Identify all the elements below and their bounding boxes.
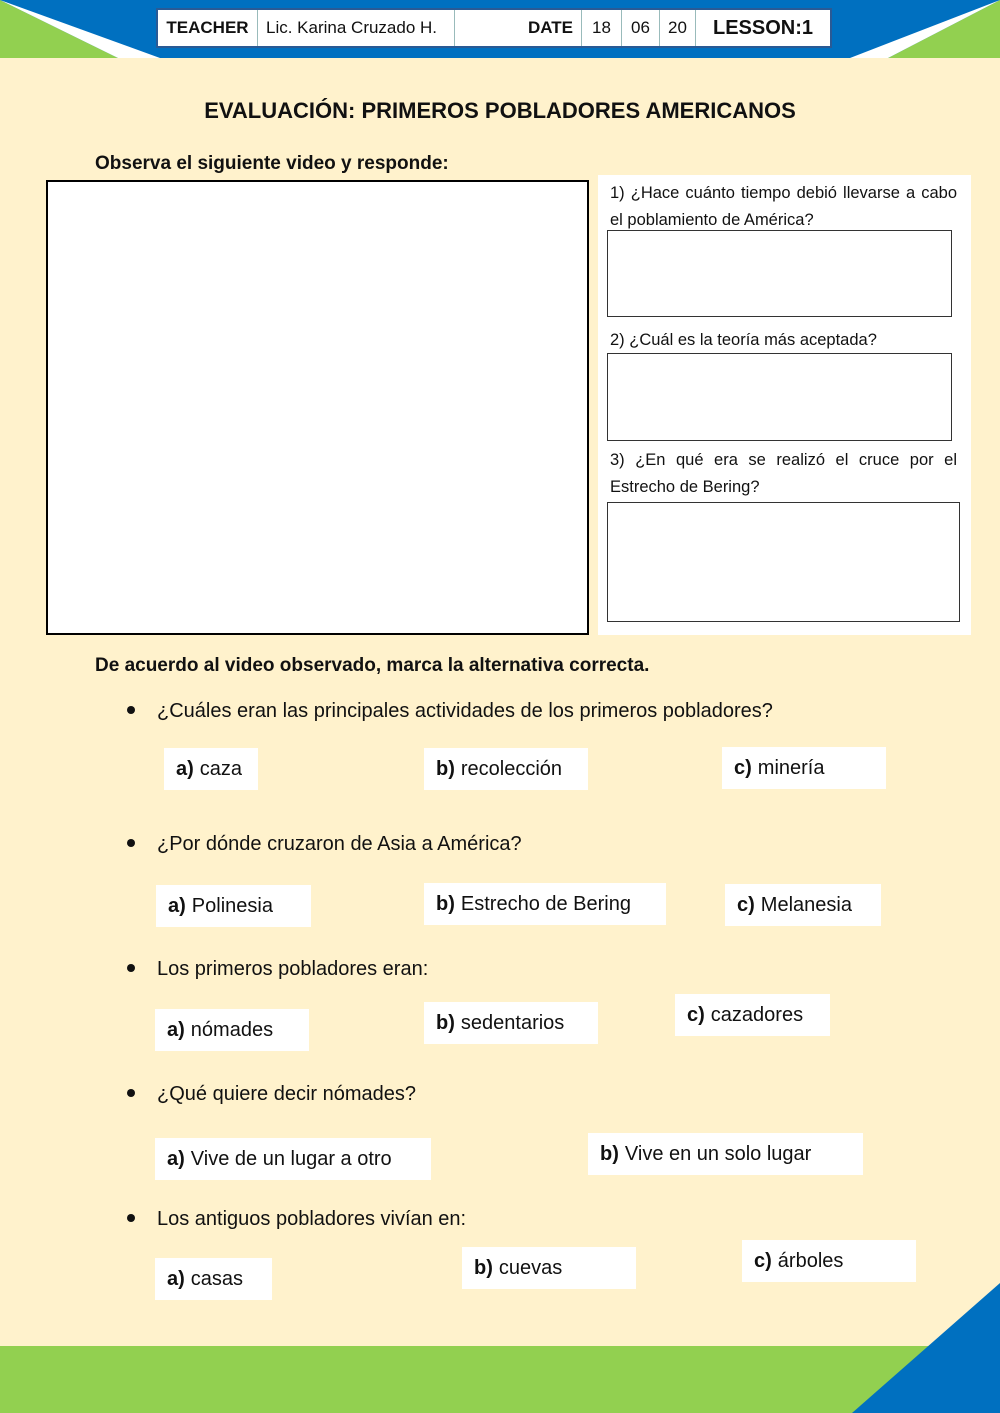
mc-question-5: Los antiguos pobladores vivían en:	[127, 1208, 466, 1231]
answer-box-1[interactable]	[607, 230, 952, 317]
option-5b[interactable]: b) cuevas	[462, 1247, 636, 1289]
answer-box-2[interactable]	[607, 353, 952, 441]
option-4b[interactable]: b) Vive en un solo lugar	[588, 1133, 863, 1175]
option-1c[interactable]: c) minería	[722, 747, 886, 789]
bottom-decoration	[0, 1280, 1000, 1413]
lesson-label: LESSON:1	[712, 16, 814, 39]
option-2c[interactable]: c) Melanesia	[725, 884, 881, 926]
teacher-label: TEACHER	[158, 10, 258, 46]
bullet-icon	[127, 964, 135, 972]
teacher-name: Lic. Karina Cruzado H.	[258, 10, 455, 46]
video-placeholder[interactable]	[46, 180, 589, 635]
option-3b[interactable]: b) sedentarios	[424, 1002, 598, 1044]
option-5c[interactable]: c) árboles	[742, 1240, 916, 1282]
date-month: 06	[622, 10, 660, 46]
option-3c[interactable]: c) cazadores	[675, 994, 830, 1036]
answer-box-3[interactable]	[607, 502, 960, 622]
mc-question-4: ¿Qué quiere decir nómades?	[127, 1083, 416, 1106]
mc-question-2: ¿Por dónde cruzaron de Asia a América?	[127, 833, 522, 856]
mc-question-1: ¿Cuáles eran las principales actividades de los primeros pobladores?	[127, 700, 773, 723]
option-5a[interactable]: a) casas	[155, 1258, 272, 1300]
date-day: 18	[582, 10, 622, 46]
option-2b[interactable]: b) Estrecho de Bering	[424, 883, 666, 925]
date-label: DATE	[455, 10, 582, 46]
option-3a[interactable]: a) nómades	[155, 1009, 309, 1051]
option-1b[interactable]: b) recolección	[424, 748, 588, 790]
bullet-icon	[127, 839, 135, 847]
question-panel	[598, 175, 971, 635]
bullet-icon	[127, 706, 135, 714]
video-instruction: Observa el siguiente video y responde:	[95, 153, 449, 174]
mc-instruction: De acuerdo al video observado, marca la alternativa correcta.	[95, 655, 650, 676]
question-1: 1) ¿Hace cuánto tiempo debió llevarse a cabo el poblamiento de América?	[610, 184, 957, 229]
question-3: 3) ¿En qué era se realizó el cruce por el Estrecho de Bering?	[610, 451, 957, 496]
mc-question-3: Los primeros pobladores eran:	[127, 958, 428, 981]
bullet-icon	[127, 1089, 135, 1097]
question-2: 2) ¿Cuál es la teoría más aceptada?	[610, 331, 877, 349]
option-1a[interactable]: a) caza	[164, 748, 258, 790]
page-title: EVALUACIÓN: PRIMEROS POBLADORES AMERICANOS	[204, 98, 796, 123]
bullet-icon	[127, 1214, 135, 1222]
option-2a[interactable]: a) Polinesia	[156, 885, 311, 927]
header-table	[156, 8, 832, 48]
date-year: 20	[660, 10, 696, 46]
option-4a[interactable]: a) Vive de un lugar a otro	[155, 1138, 431, 1180]
